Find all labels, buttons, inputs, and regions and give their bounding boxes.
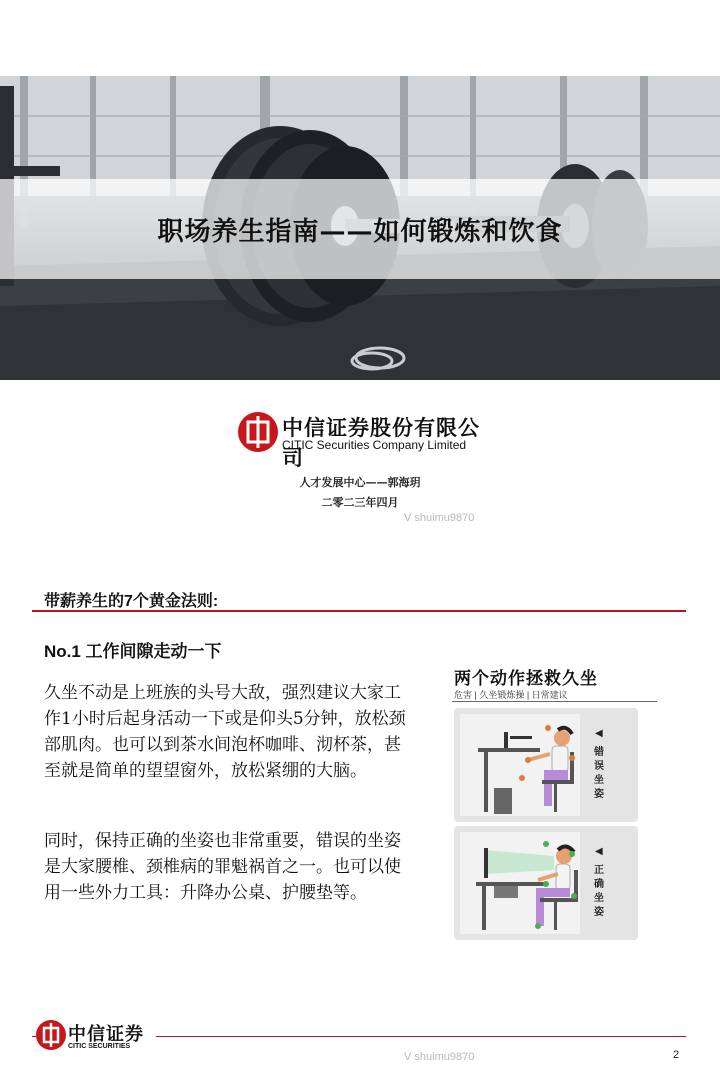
rules-slide (0, 540, 720, 1080)
correct-posture-figure-icon (454, 826, 638, 940)
citic-emblem-icon (36, 1020, 66, 1050)
pointer-arrow-icon: ◀ (595, 846, 603, 857)
citic-emblem-icon (238, 412, 278, 452)
sitting-posture-illustration (452, 664, 662, 944)
author-line: 人才发展中心——郭海玥 (299, 476, 421, 489)
company-name-en: CITIC Securities Company Limited (282, 438, 467, 452)
right-posture-panel (454, 826, 638, 940)
illustration-divider (452, 701, 657, 702)
body-paragraph-1: 久坐不动是上班族的头号大敌，强烈建议大家工作1小时后起身活动一下或是仰头5分钟，放松颈部肌肉。也可以到茶水间泡杯咖啡、沏杯茶，甚至就是简单的望望窗外，放松紧绷的大脑。 (44, 683, 406, 781)
title-band (0, 179, 720, 279)
illustration-title: 两个动作拯救久坐 (454, 669, 598, 689)
footer-logo-cn: 中信证券 (68, 1024, 144, 1044)
hero-image (0, 76, 720, 380)
citic-logo (238, 410, 488, 470)
presentation-title: 职场养生指南——如何锻炼和饮食 (157, 216, 563, 247)
wrong-posture-panel (454, 708, 638, 822)
footer-logo-en: CITIC SECURITIES (68, 1043, 131, 1050)
company-name-cn: 中信证券股份有限公司 (282, 417, 480, 470)
watermark: V shuimu9870 (404, 512, 475, 524)
body-paragraph-2: 同时，保持正确的坐姿也非常重要，错误的坐姿是大家腰椎、颈椎病的罪魁祸首之一。也可以使用一些外力工具：升降办公桌、护腰垫等。 (44, 831, 401, 903)
page-number: 2 (673, 1049, 680, 1061)
title-divider (32, 610, 686, 612)
rule-heading: No.1 工作间隙走动一下 (44, 642, 222, 661)
section-title: 带薪养生的7个黄金法则: (44, 593, 219, 610)
wrong-posture-label: 错误坐姿 (594, 747, 604, 800)
watermark: V shuimu9870 (404, 1051, 475, 1063)
right-posture-label: 正确坐姿 (594, 865, 604, 918)
pointer-arrow-icon: ◀ (595, 728, 603, 739)
footer-citic-logo (36, 1018, 156, 1058)
wrong-posture-figure-icon (454, 708, 638, 822)
date-line: 二零二三年四月 (321, 496, 399, 509)
illustration-subtitle: 危害 | 久坐锻炼操 | 日常建议 (454, 690, 568, 700)
